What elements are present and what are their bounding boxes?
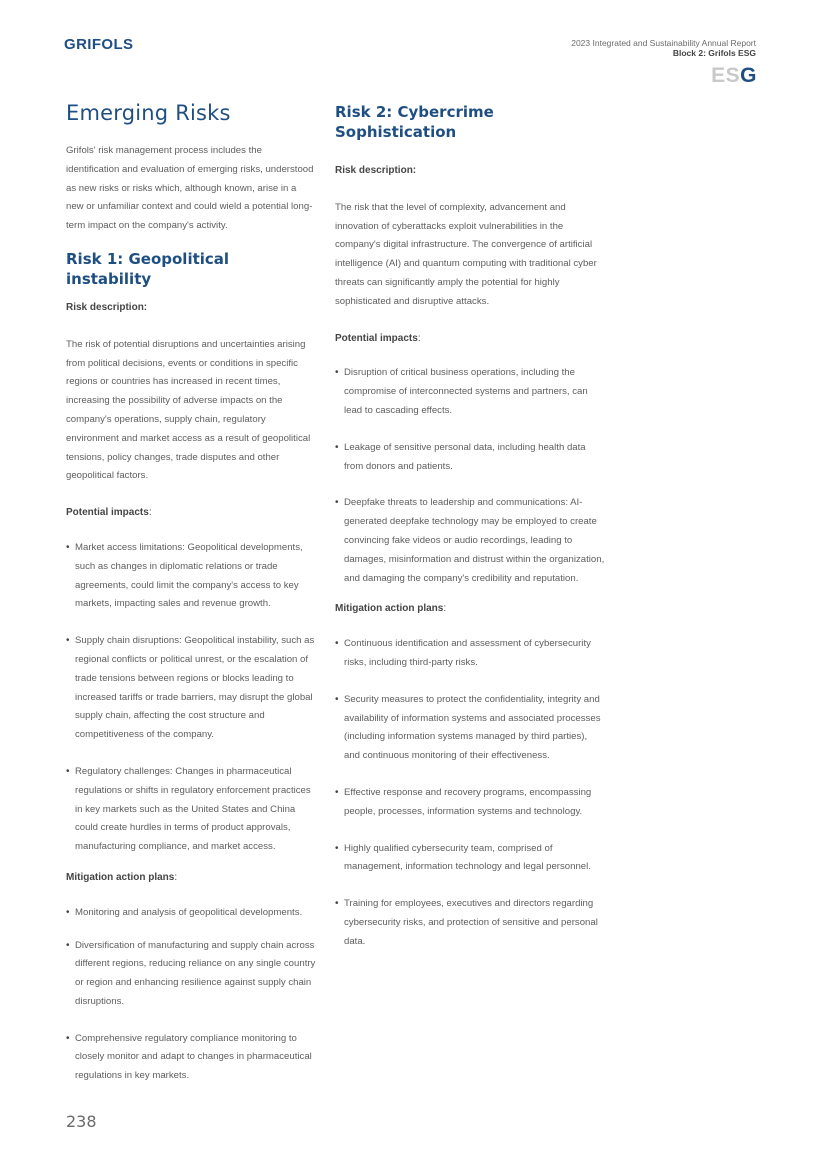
risk2-impacts-list <box>335 364 605 588</box>
page-title: Emerging Risks <box>66 101 231 125</box>
list-item: • Security measures to protect the confidentiality, integrity and availability of information systems and associated processes (including information systems managed by third parties), and continuous monitoring of their effectiveness. <box>335 691 605 766</box>
risk2-mitigation-list <box>335 635 605 951</box>
block-label: Block 2: Grifols ESG <box>672 48 756 58</box>
list-item: • Monitoring and analysis of geopolitical developments. <box>66 904 316 923</box>
risk1-impacts-list <box>66 539 316 857</box>
list-item: • Regulatory challenges: Changes in pharmaceutical regulations or shifts in regulatory enforcement practices in key markets such as the United States and China could create hurdles in terms of product approvals, manufacturing compliance, and market access. <box>66 763 316 857</box>
risk2-description-label: Risk description: <box>335 165 417 176</box>
list-item: • Disruption of critical business operations, including the compromise of interconnected systems and partners, can lead to cascading effects. <box>335 364 605 420</box>
risk1-title: Risk 1: Geopolitical instability <box>66 249 230 288</box>
left-column <box>66 100 316 1086</box>
risk2-impacts-label-text: Potential impacts <box>335 332 418 344</box>
list-item: • Supply chain disruptions: Geopolitical instability, such as regional conflicts or political unrest, or the escalation of trade tensions between regions or blocks leading to increased tariffs or trade barriers, may disrupt the global supply chain, affecting the cost structure and competitiveness of the company. <box>66 632 316 745</box>
list-item: • Training for employees, executives and directors regarding cybersecurity risks, and protection of sensitive and personal data. <box>335 895 605 951</box>
list-item: • Comprehensive regulatory compliance monitoring to closely monitor and adapt to changes in pharmaceutical regulations in key markets. <box>66 1030 316 1086</box>
list-item: • Market access limitations: Geopolitical developments, such as changes in diplomatic relations or trade agreements, could limit the company's access to key markets, impacting sales and revenue growth. <box>66 539 316 614</box>
esg-prefix: ES <box>711 64 741 87</box>
risk1-description: The risk of potential disruptions and uncertainties arising from political decisions, events or conditions in specific regions or countries has increased in recent times, increasing the possibility of adverse impacts on the company's operations, supply chain, regulatory environment and market access as a result of geopolitical tensions, policy changes, trade disputes and other geopolitical factors. <box>66 338 311 482</box>
risk1-mitigation-list <box>66 904 316 1086</box>
list-item: • Diversification of manufacturing and supply chain across different regions, reducing reliance on any single country or region and enhancing resilience against supply chain disruptions. <box>66 937 316 1012</box>
risk2-impacts-label: Potential impacts: <box>335 332 421 344</box>
risk2-mitigation-label: Mitigation action plans: <box>335 603 447 615</box>
report-header <box>571 38 756 58</box>
page-number: 238 <box>66 1112 97 1131</box>
esg-badge <box>711 64 757 88</box>
list-item: • Continuous identification and assessment of cybersecurity risks, including third-party risks. <box>335 635 605 673</box>
risk2-description: The risk that the level of complexity, advancement and innovation of cyberattacks exploit vulnerabilities in the company's digital infrastructure. The convergence of artificial intelligence (AI) and quantum computing with traditional cyber threats can significantly amply the potential for highly sophisticated and disruptive attacks. <box>335 201 597 307</box>
risk2-mitigation-label-text: Mitigation action plans <box>335 603 444 615</box>
risk1-mitigation-label-text: Mitigation action plans <box>66 871 175 883</box>
list-item: • Highly qualified cybersecurity team, comprised of management, information technology and legal personnel. <box>335 840 605 878</box>
list-item: • Effective response and recovery programs, encompassing people, processes, information systems and technology. <box>335 784 605 822</box>
risk2-title: Risk 2: Cybercrime Sophistication <box>335 103 494 141</box>
risk1-description-label: Risk description: <box>66 301 148 313</box>
right-column <box>335 100 605 952</box>
intro-paragraph: Grifols' risk management process includes the identification and evaluation of emerging risks, understood as new risks or risks which, although known, arise in a new or unfamiliar context and could wield a potential long-term impact on the company's activity. <box>66 145 314 232</box>
risk1-impacts-label: Potential impacts: <box>66 507 152 519</box>
esg-suffix: G <box>740 64 757 87</box>
list-item: • Leakage of sensitive personal data, including health data from donors and patients. <box>335 439 605 477</box>
report-title: 2023 Integrated and Sustainability Annual Report <box>571 38 756 48</box>
grifols-logo: GRIFOLS <box>64 36 134 53</box>
risk1-mitigation-label: Mitigation action plans: <box>66 871 178 883</box>
list-item: • Deepfake threats to leadership and communications: AI-generated deepfake technology may be employed to create convincing fake videos or audio recordings, leading to damages, misinformation and distrust within the organization, and damaging the company's credibility and reputation. <box>335 494 605 588</box>
risk1-impacts-label-text: Potential impacts <box>66 507 149 519</box>
